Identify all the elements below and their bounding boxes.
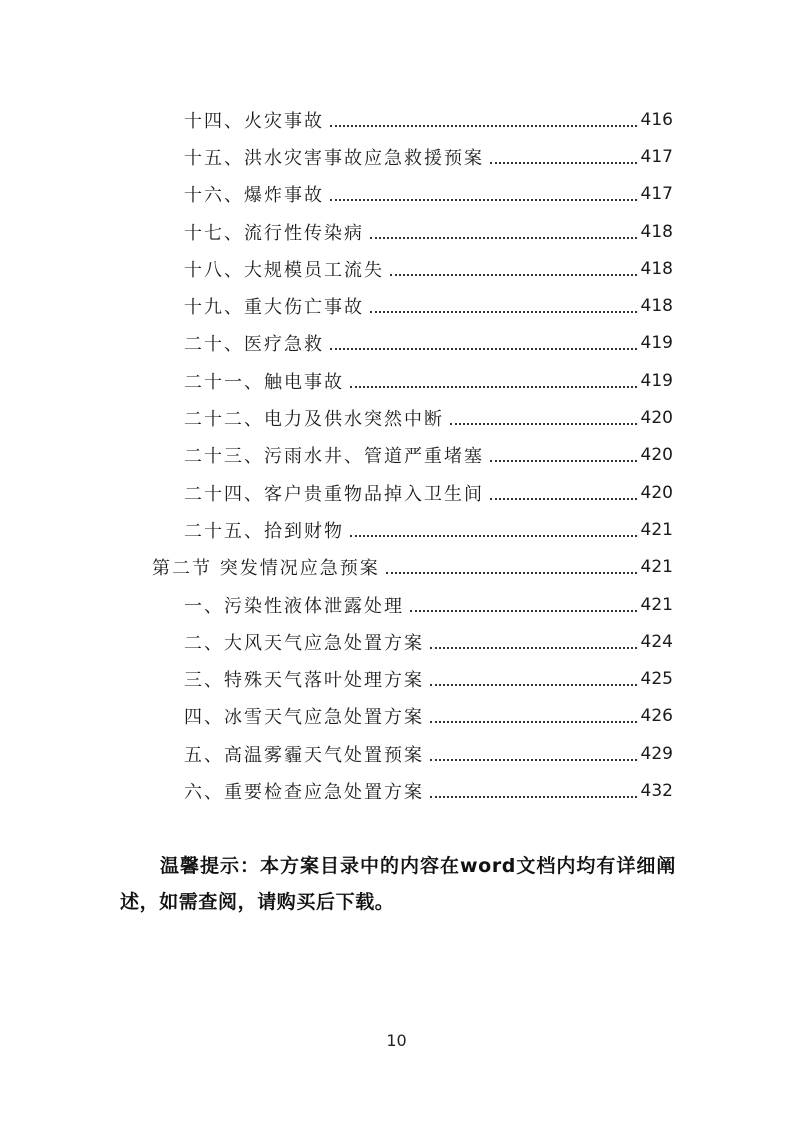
toc-dot-leader — [350, 535, 637, 537]
toc-entry-title: 二十一、触电事故 — [184, 371, 344, 393]
toc-entry[interactable] — [0, 176, 793, 213]
toc-dot-leader — [450, 423, 637, 425]
toc-entry[interactable] — [0, 735, 793, 772]
toc-entry-page: 418 — [640, 221, 673, 242]
toc-dot-leader — [386, 572, 637, 574]
toc-entry-page: 419 — [640, 333, 673, 354]
toc-entry-page: 426 — [640, 706, 673, 727]
toc-entry-page: 420 — [640, 445, 673, 466]
toc-dot-leader — [330, 199, 637, 201]
toc-entry-page: 416 — [640, 109, 673, 130]
page-number: 10 — [386, 1031, 407, 1050]
toc-dot-leader — [430, 684, 637, 686]
toc-entry-page: 421 — [640, 557, 673, 578]
toc-entry-page: 424 — [640, 631, 673, 652]
toc-entry-title: 四、冰雪天气应急处置方案 — [184, 707, 424, 729]
toc-entry-title: 二、大风天气应急处置方案 — [184, 632, 424, 654]
toc-dot-leader — [330, 125, 637, 127]
toc-entry[interactable] — [0, 362, 793, 399]
toc-dot-leader — [430, 796, 637, 798]
toc-entry-title: 一、污染性液体泄露处理 — [184, 595, 404, 617]
toc-entry-page: 421 — [640, 594, 673, 615]
table-of-contents — [0, 101, 793, 810]
toc-entry-title: 十六、爆炸事故 — [184, 185, 324, 207]
toc-entry[interactable] — [0, 437, 793, 474]
toc-entry[interactable] — [0, 586, 793, 623]
toc-entry-title: 二十、医疗急救 — [184, 334, 324, 356]
toc-entry-title: 第二节 突发情况应急预案 — [152, 558, 380, 580]
toc-entry[interactable] — [0, 474, 793, 511]
toc-dot-leader — [490, 162, 637, 164]
toc-entry[interactable] — [0, 287, 793, 324]
toc-entry-page: 420 — [640, 482, 673, 503]
toc-entry-page: 418 — [640, 258, 673, 279]
toc-dot-leader — [330, 348, 637, 350]
toc-dot-leader — [390, 274, 637, 276]
toc-dot-leader — [430, 759, 637, 761]
toc-dot-leader — [350, 386, 637, 388]
toc-entry-title: 十八、大规模员工流失 — [184, 259, 384, 281]
toc-entry[interactable] — [0, 511, 793, 548]
toc-entry[interactable] — [0, 250, 793, 287]
toc-entry-title: 十七、流行性传染病 — [184, 222, 364, 244]
toc-entry-title: 二十五、拾到财物 — [184, 520, 344, 542]
toc-dot-leader — [370, 311, 637, 313]
toc-entry-page: 417 — [640, 146, 673, 167]
toc-entry-title: 二十四、客户贵重物品掉入卫生间 — [184, 483, 484, 505]
toc-entry-title: 十四、火灾事故 — [184, 110, 324, 132]
toc-entry-page: 425 — [640, 669, 673, 690]
toc-entry[interactable] — [0, 399, 793, 436]
toc-entry-page: 417 — [640, 184, 673, 205]
toc-entry-page: 419 — [640, 370, 673, 391]
toc-entry-title: 三、特殊天气落叶处理方案 — [184, 670, 424, 692]
toc-entry[interactable] — [0, 549, 793, 586]
toc-entry[interactable] — [0, 138, 793, 175]
download-notice: 温馨提示：本方案目录中的内容在word文档内均有详细阐述，如需查阅，请购买后下载。 — [120, 855, 676, 913]
toc-entry[interactable] — [0, 660, 793, 697]
toc-entry[interactable] — [0, 772, 793, 809]
toc-entry-page: 418 — [640, 296, 673, 317]
toc-dot-leader — [430, 721, 637, 723]
toc-dot-leader — [430, 647, 637, 649]
toc-entry-title: 十五、洪水灾害事故应急救援预案 — [184, 147, 484, 169]
toc-entry[interactable] — [0, 623, 793, 660]
toc-dot-leader — [370, 237, 637, 239]
toc-entry-title: 十九、重大伤亡事故 — [184, 297, 364, 319]
toc-entry-title: 五、高温雾霾天气处置预案 — [184, 744, 424, 766]
toc-dot-leader — [410, 610, 637, 612]
toc-entry[interactable] — [0, 101, 793, 138]
toc-entry-page: 421 — [640, 519, 673, 540]
toc-entry-page: 420 — [640, 408, 673, 429]
toc-dot-leader — [490, 498, 637, 500]
toc-entry-page: 432 — [640, 780, 673, 801]
toc-entry[interactable] — [0, 325, 793, 362]
toc-entry[interactable] — [0, 698, 793, 735]
toc-dot-leader — [490, 460, 637, 462]
toc-entry-title: 二十三、污雨水井、管道严重堵塞 — [184, 446, 484, 468]
toc-entry-title: 二十二、电力及供水突然中断 — [184, 409, 444, 431]
toc-entry-title: 六、重要检查应急处置方案 — [184, 781, 424, 803]
toc-entry[interactable] — [0, 213, 793, 250]
toc-entry-page: 429 — [640, 743, 673, 764]
